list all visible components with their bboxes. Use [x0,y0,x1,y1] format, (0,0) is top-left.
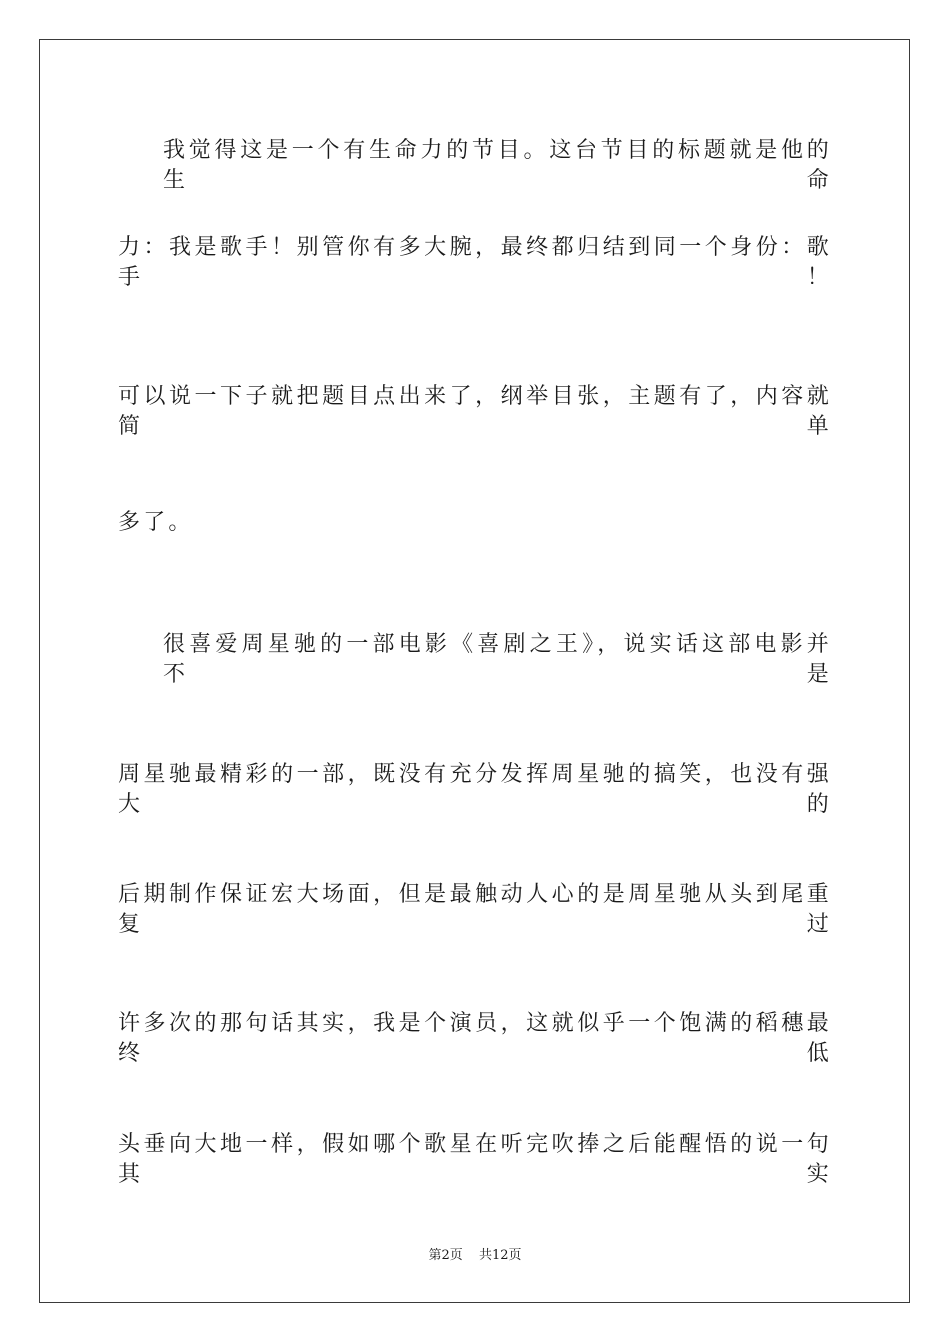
page-footer [0,1247,950,1265]
paragraph-2-line-3: 后期制作保证宏大场面，但是最触动人心的是周星驰从头到尾重复过 [118,882,832,937]
paragraph-1-line-2: 力：我是歌手！别管你有多大腕，最终都归结到同一个身份：歌手！ [118,235,832,290]
total-pages: 共12页 [478,1248,522,1263]
paragraph-2-line-4: 许多次的那句话其实，我是个演员，这就似乎一个饱满的稻穗最终低 [118,1011,832,1066]
paragraph-1-line-4: 多了。 [118,510,194,535]
paragraph-2-line-2: 周星驰最精彩的一部，既没有充分发挥周星驰的搞笑，也没有强大的 [118,762,832,817]
paragraph-1-line-3: 可以说一下子就把题目点出来了，纲举目张，主题有了，内容就简单 [118,384,832,439]
paragraph-2-line-1: 很喜爱周星驰的一部电影《喜剧之王》，说实话这部电影并不是 [163,632,832,687]
page-number: 第2页 [428,1248,463,1263]
paragraph-1-line-1: 我觉得这是一个有生命力的节目。这台节目的标题就是他的生命 [163,138,832,193]
paragraph-2-line-5: 头垂向大地一样，假如哪个歌星在听完吹捧之后能醒悟的说一句其实 [118,1132,832,1187]
